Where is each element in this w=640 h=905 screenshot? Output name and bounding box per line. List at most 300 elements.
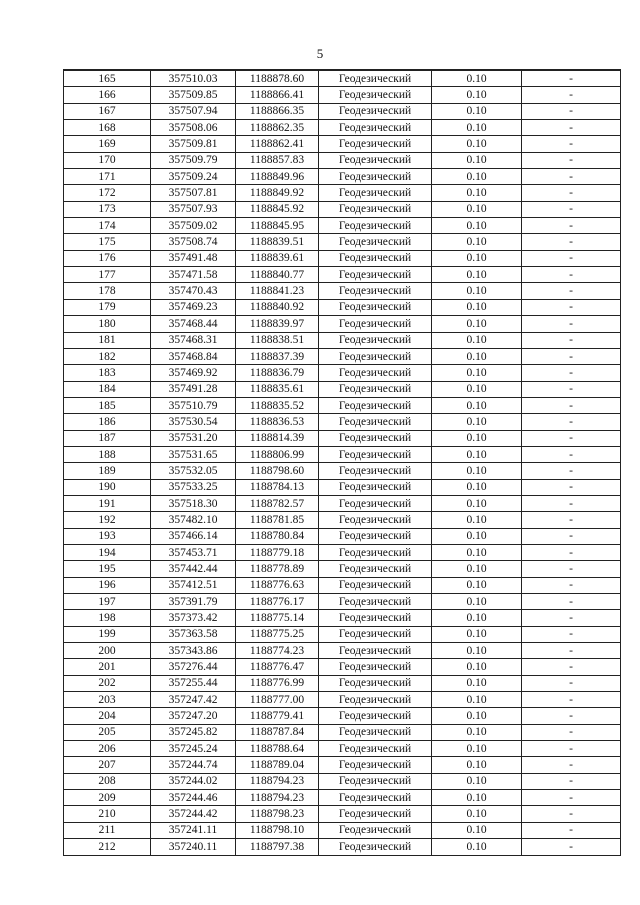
x-coordinate-cell: 357468.31 — [151, 332, 236, 348]
y-coordinate-cell: 1188775.25 — [236, 626, 319, 642]
table-row — [64, 643, 621, 659]
error-cell: 0.10 — [432, 185, 522, 201]
error-cell: 0.10 — [432, 577, 522, 593]
description-cell: - — [522, 675, 621, 691]
error-cell: 0.10 — [432, 822, 522, 838]
y-coordinate-cell: 1188784.13 — [236, 479, 319, 495]
description-cell: - — [522, 365, 621, 381]
x-coordinate-cell: 357373.42 — [151, 610, 236, 626]
description-cell: - — [522, 724, 621, 740]
x-coordinate-cell: 357530.54 — [151, 414, 236, 430]
x-coordinate-cell: 357518.30 — [151, 495, 236, 511]
x-coordinate-cell: 357509.79 — [151, 152, 236, 168]
y-coordinate-cell: 1188845.95 — [236, 218, 319, 234]
point-number-cell: 167 — [64, 103, 151, 119]
x-coordinate-cell: 357491.48 — [151, 250, 236, 266]
x-coordinate-cell: 357531.20 — [151, 430, 236, 446]
method-cell: Геодезический — [319, 332, 432, 348]
x-coordinate-cell: 357442.44 — [151, 561, 236, 577]
x-coordinate-cell: 357468.84 — [151, 348, 236, 364]
point-number-cell: 182 — [64, 348, 151, 364]
table-row — [64, 822, 621, 838]
method-cell: Геодезический — [319, 643, 432, 659]
table-row — [64, 577, 621, 593]
description-cell: - — [522, 708, 621, 724]
point-number-cell: 203 — [64, 692, 151, 708]
x-coordinate-cell: 357240.11 — [151, 839, 236, 855]
description-cell: - — [522, 479, 621, 495]
x-coordinate-cell: 357241.11 — [151, 822, 236, 838]
point-number-cell: 175 — [64, 234, 151, 250]
table-row — [64, 479, 621, 495]
x-coordinate-cell: 357509.85 — [151, 87, 236, 103]
point-number-cell: 180 — [64, 316, 151, 332]
point-number-cell: 170 — [64, 152, 151, 168]
method-cell: Геодезический — [319, 446, 432, 462]
error-cell: 0.10 — [432, 659, 522, 675]
y-coordinate-cell: 1188840.92 — [236, 299, 319, 315]
table-row — [64, 692, 621, 708]
description-cell: - — [522, 577, 621, 593]
y-coordinate-cell: 1188835.52 — [236, 397, 319, 413]
point-number-cell: 199 — [64, 626, 151, 642]
y-coordinate-cell: 1188806.99 — [236, 446, 319, 462]
method-cell: Геодезический — [319, 299, 432, 315]
method-cell: Геодезический — [319, 136, 432, 152]
point-number-cell: 204 — [64, 708, 151, 724]
x-coordinate-cell: 357244.42 — [151, 806, 236, 822]
y-coordinate-cell: 1188794.23 — [236, 790, 319, 806]
table-row — [64, 70, 621, 87]
table-row — [64, 120, 621, 136]
x-coordinate-cell: 357507.81 — [151, 185, 236, 201]
error-cell: 0.10 — [432, 806, 522, 822]
y-coordinate-cell: 1188779.18 — [236, 544, 319, 560]
description-cell: - — [522, 512, 621, 528]
x-coordinate-cell: 357276.44 — [151, 659, 236, 675]
point-number-cell: 187 — [64, 430, 151, 446]
error-cell: 0.10 — [432, 643, 522, 659]
y-coordinate-cell: 1188774.23 — [236, 643, 319, 659]
x-coordinate-cell: 357470.43 — [151, 283, 236, 299]
method-cell: Геодезический — [319, 218, 432, 234]
x-coordinate-cell: 357363.58 — [151, 626, 236, 642]
y-coordinate-cell: 1188814.39 — [236, 430, 319, 446]
error-cell: 0.10 — [432, 610, 522, 626]
method-cell: Геодезический — [319, 577, 432, 593]
table-row — [64, 152, 621, 168]
x-coordinate-cell: 357507.93 — [151, 201, 236, 217]
method-cell: Геодезический — [319, 757, 432, 773]
table-row — [64, 790, 621, 806]
error-cell: 0.10 — [432, 724, 522, 740]
method-cell: Геодезический — [319, 594, 432, 610]
point-number-cell: 171 — [64, 169, 151, 185]
description-cell: - — [522, 120, 621, 136]
error-cell: 0.10 — [432, 773, 522, 789]
error-cell: 0.10 — [432, 528, 522, 544]
error-cell: 0.10 — [432, 708, 522, 724]
method-cell: Геодезический — [319, 87, 432, 103]
y-coordinate-cell: 1188857.83 — [236, 152, 319, 168]
table-row — [64, 87, 621, 103]
description-cell: - — [522, 299, 621, 315]
table-row — [64, 544, 621, 560]
description-cell: - — [522, 741, 621, 757]
table-row — [64, 218, 621, 234]
method-cell: Геодезический — [319, 185, 432, 201]
error-cell: 0.10 — [432, 839, 522, 855]
description-cell: - — [522, 773, 621, 789]
method-cell: Геодезический — [319, 430, 432, 446]
y-coordinate-cell: 1188776.63 — [236, 577, 319, 593]
x-coordinate-cell: 357391.79 — [151, 594, 236, 610]
method-cell: Геодезический — [319, 741, 432, 757]
point-number-cell: 207 — [64, 757, 151, 773]
description-cell: - — [522, 185, 621, 201]
description-cell: - — [522, 692, 621, 708]
method-cell: Геодезический — [319, 495, 432, 511]
error-cell: 0.10 — [432, 299, 522, 315]
table-row — [64, 414, 621, 430]
error-cell: 0.10 — [432, 675, 522, 691]
description-cell: - — [522, 430, 621, 446]
method-cell: Геодезический — [319, 724, 432, 740]
point-number-cell: 198 — [64, 610, 151, 626]
x-coordinate-cell: 357508.74 — [151, 234, 236, 250]
error-cell: 0.10 — [432, 234, 522, 250]
method-cell: Геодезический — [319, 234, 432, 250]
table-row — [64, 299, 621, 315]
table-row — [64, 512, 621, 528]
point-number-cell: 190 — [64, 479, 151, 495]
point-number-cell: 191 — [64, 495, 151, 511]
table-row — [64, 201, 621, 217]
point-number-cell: 176 — [64, 250, 151, 266]
page-number: 5 — [316, 46, 324, 61]
description-cell: - — [522, 790, 621, 806]
method-cell: Геодезический — [319, 283, 432, 299]
method-cell: Геодезический — [319, 822, 432, 838]
method-cell: Геодезический — [319, 103, 432, 119]
table-row — [64, 283, 621, 299]
table-row — [64, 495, 621, 511]
error-cell: 0.10 — [432, 87, 522, 103]
description-cell: - — [522, 283, 621, 299]
y-coordinate-cell: 1188839.97 — [236, 316, 319, 332]
table-row — [64, 381, 621, 397]
x-coordinate-cell: 357468.44 — [151, 316, 236, 332]
x-coordinate-cell: 357509.24 — [151, 169, 236, 185]
table-row — [64, 316, 621, 332]
point-number-cell: 183 — [64, 365, 151, 381]
x-coordinate-cell: 357244.46 — [151, 790, 236, 806]
description-cell: - — [522, 414, 621, 430]
x-coordinate-cell: 357509.02 — [151, 218, 236, 234]
y-coordinate-cell: 1188781.85 — [236, 512, 319, 528]
description-cell: - — [522, 643, 621, 659]
point-number-cell: 200 — [64, 643, 151, 659]
x-coordinate-cell: 357245.82 — [151, 724, 236, 740]
x-coordinate-cell: 357510.03 — [151, 70, 236, 87]
description-cell: - — [522, 316, 621, 332]
description-cell: - — [522, 152, 621, 168]
description-cell: - — [522, 626, 621, 642]
error-cell: 0.10 — [432, 267, 522, 283]
method-cell: Геодезический — [319, 381, 432, 397]
y-coordinate-cell: 1188776.17 — [236, 594, 319, 610]
error-cell: 0.10 — [432, 414, 522, 430]
description-cell: - — [522, 544, 621, 560]
error-cell: 0.10 — [432, 561, 522, 577]
y-coordinate-cell: 1188794.23 — [236, 773, 319, 789]
table-row — [64, 267, 621, 283]
table-row — [64, 430, 621, 446]
point-number-cell: 202 — [64, 675, 151, 691]
y-coordinate-cell: 1188787.84 — [236, 724, 319, 740]
description-cell: - — [522, 397, 621, 413]
table-row — [64, 773, 621, 789]
x-coordinate-cell: 357247.20 — [151, 708, 236, 724]
method-cell: Геодезический — [319, 267, 432, 283]
y-coordinate-cell: 1188777.00 — [236, 692, 319, 708]
point-number-cell: 188 — [64, 446, 151, 462]
point-number-cell: 210 — [64, 806, 151, 822]
method-cell: Геодезический — [319, 610, 432, 626]
method-cell: Геодезический — [319, 692, 432, 708]
coordinates-table — [63, 69, 621, 856]
description-cell: - — [522, 839, 621, 855]
x-coordinate-cell: 357471.58 — [151, 267, 236, 283]
y-coordinate-cell: 1188780.84 — [236, 528, 319, 544]
table-row — [64, 724, 621, 740]
error-cell: 0.10 — [432, 790, 522, 806]
x-coordinate-cell: 357255.44 — [151, 675, 236, 691]
point-number-cell: 201 — [64, 659, 151, 675]
table-row — [64, 136, 621, 152]
table-body — [64, 70, 621, 855]
error-cell: 0.10 — [432, 136, 522, 152]
error-cell: 0.10 — [432, 430, 522, 446]
method-cell: Геодезический — [319, 365, 432, 381]
point-number-cell: 193 — [64, 528, 151, 544]
description-cell: - — [522, 610, 621, 626]
description-cell: - — [522, 495, 621, 511]
error-cell: 0.10 — [432, 757, 522, 773]
description-cell: - — [522, 218, 621, 234]
table-row — [64, 348, 621, 364]
y-coordinate-cell: 1188798.60 — [236, 463, 319, 479]
table-row — [64, 708, 621, 724]
error-cell: 0.10 — [432, 365, 522, 381]
description-cell: - — [522, 136, 621, 152]
error-cell: 0.10 — [432, 169, 522, 185]
x-coordinate-cell: 357245.24 — [151, 741, 236, 757]
point-number-cell: 211 — [64, 822, 151, 838]
x-coordinate-cell: 357247.42 — [151, 692, 236, 708]
x-coordinate-cell: 357244.74 — [151, 757, 236, 773]
point-number-cell: 186 — [64, 414, 151, 430]
point-number-cell: 209 — [64, 790, 151, 806]
table-row — [64, 185, 621, 201]
description-cell: - — [522, 381, 621, 397]
point-number-cell: 173 — [64, 201, 151, 217]
description-cell: - — [522, 822, 621, 838]
x-coordinate-cell: 357469.92 — [151, 365, 236, 381]
error-cell: 0.10 — [432, 250, 522, 266]
point-number-cell: 168 — [64, 120, 151, 136]
table-row — [64, 741, 621, 757]
point-number-cell: 172 — [64, 185, 151, 201]
x-coordinate-cell: 357466.14 — [151, 528, 236, 544]
method-cell: Геодезический — [319, 839, 432, 855]
method-cell: Геодезический — [319, 528, 432, 544]
y-coordinate-cell: 1188862.35 — [236, 120, 319, 136]
table-row — [64, 561, 621, 577]
method-cell: Геодезический — [319, 773, 432, 789]
description-cell: - — [522, 659, 621, 675]
point-number-cell: 169 — [64, 136, 151, 152]
error-cell: 0.10 — [432, 626, 522, 642]
error-cell: 0.10 — [432, 152, 522, 168]
description-cell: - — [522, 561, 621, 577]
point-number-cell: 185 — [64, 397, 151, 413]
point-number-cell: 165 — [64, 70, 151, 87]
description-cell: - — [522, 201, 621, 217]
x-coordinate-cell: 357533.25 — [151, 479, 236, 495]
method-cell: Геодезический — [319, 201, 432, 217]
method-cell: Геодезический — [319, 316, 432, 332]
point-number-cell: 206 — [64, 741, 151, 757]
error-cell: 0.10 — [432, 103, 522, 119]
y-coordinate-cell: 1188838.51 — [236, 332, 319, 348]
error-cell: 0.10 — [432, 594, 522, 610]
y-coordinate-cell: 1188836.53 — [236, 414, 319, 430]
point-number-cell: 194 — [64, 544, 151, 560]
y-coordinate-cell: 1188788.64 — [236, 741, 319, 757]
error-cell: 0.10 — [432, 692, 522, 708]
description-cell: - — [522, 234, 621, 250]
description-cell: - — [522, 87, 621, 103]
x-coordinate-cell: 357343.86 — [151, 643, 236, 659]
x-coordinate-cell: 357412.51 — [151, 577, 236, 593]
table-row — [64, 806, 621, 822]
x-coordinate-cell: 357510.79 — [151, 397, 236, 413]
method-cell: Геодезический — [319, 790, 432, 806]
error-cell: 0.10 — [432, 446, 522, 462]
point-number-cell: 177 — [64, 267, 151, 283]
method-cell: Геодезический — [319, 152, 432, 168]
y-coordinate-cell: 1188866.35 — [236, 103, 319, 119]
error-cell: 0.10 — [432, 479, 522, 495]
x-coordinate-cell: 357531.65 — [151, 446, 236, 462]
point-number-cell: 208 — [64, 773, 151, 789]
description-cell: - — [522, 348, 621, 364]
method-cell: Геодезический — [319, 70, 432, 87]
y-coordinate-cell: 1188789.04 — [236, 757, 319, 773]
table-row — [64, 446, 621, 462]
description-cell: - — [522, 446, 621, 462]
error-cell: 0.10 — [432, 741, 522, 757]
table-row — [64, 463, 621, 479]
x-coordinate-cell: 357453.71 — [151, 544, 236, 560]
error-cell: 0.10 — [432, 283, 522, 299]
table-row — [64, 610, 621, 626]
description-cell: - — [522, 528, 621, 544]
y-coordinate-cell: 1188849.96 — [236, 169, 319, 185]
point-number-cell: 179 — [64, 299, 151, 315]
y-coordinate-cell: 1188878.60 — [236, 70, 319, 87]
x-coordinate-cell: 357244.02 — [151, 773, 236, 789]
description-cell: - — [522, 463, 621, 479]
description-cell: - — [522, 757, 621, 773]
y-coordinate-cell: 1188839.51 — [236, 234, 319, 250]
point-number-cell: 197 — [64, 594, 151, 610]
method-cell: Геодезический — [319, 675, 432, 691]
point-number-cell: 166 — [64, 87, 151, 103]
error-cell: 0.10 — [432, 381, 522, 397]
y-coordinate-cell: 1188866.41 — [236, 87, 319, 103]
table-row — [64, 169, 621, 185]
method-cell: Геодезический — [319, 479, 432, 495]
y-coordinate-cell: 1188837.39 — [236, 348, 319, 364]
description-cell: - — [522, 169, 621, 185]
method-cell: Геодезический — [319, 169, 432, 185]
error-cell: 0.10 — [432, 495, 522, 511]
method-cell: Геодезический — [319, 463, 432, 479]
method-cell: Геодезический — [319, 348, 432, 364]
y-coordinate-cell: 1188776.99 — [236, 675, 319, 691]
y-coordinate-cell: 1188778.89 — [236, 561, 319, 577]
method-cell: Геодезический — [319, 397, 432, 413]
method-cell: Геодезический — [319, 806, 432, 822]
y-coordinate-cell: 1188840.77 — [236, 267, 319, 283]
y-coordinate-cell: 1188775.14 — [236, 610, 319, 626]
error-cell: 0.10 — [432, 348, 522, 364]
table-row — [64, 594, 621, 610]
method-cell: Геодезический — [319, 414, 432, 430]
error-cell: 0.10 — [432, 316, 522, 332]
x-coordinate-cell: 357507.94 — [151, 103, 236, 119]
y-coordinate-cell: 1188835.61 — [236, 381, 319, 397]
y-coordinate-cell: 1188782.57 — [236, 495, 319, 511]
error-cell: 0.10 — [432, 463, 522, 479]
table-row — [64, 659, 621, 675]
error-cell: 0.10 — [432, 201, 522, 217]
method-cell: Геодезический — [319, 561, 432, 577]
error-cell: 0.10 — [432, 120, 522, 136]
table-row — [64, 528, 621, 544]
table-row — [64, 250, 621, 266]
method-cell: Геодезический — [319, 120, 432, 136]
y-coordinate-cell: 1188776.47 — [236, 659, 319, 675]
point-number-cell: 196 — [64, 577, 151, 593]
description-cell: - — [522, 594, 621, 610]
x-coordinate-cell: 357509.81 — [151, 136, 236, 152]
y-coordinate-cell: 1188862.41 — [236, 136, 319, 152]
error-cell: 0.10 — [432, 218, 522, 234]
y-coordinate-cell: 1188839.61 — [236, 250, 319, 266]
y-coordinate-cell: 1188797.38 — [236, 839, 319, 855]
table-row — [64, 757, 621, 773]
point-number-cell: 174 — [64, 218, 151, 234]
y-coordinate-cell: 1188836.79 — [236, 365, 319, 381]
error-cell: 0.10 — [432, 332, 522, 348]
error-cell: 0.10 — [432, 544, 522, 560]
description-cell: - — [522, 806, 621, 822]
table-row — [64, 675, 621, 691]
y-coordinate-cell: 1188798.23 — [236, 806, 319, 822]
